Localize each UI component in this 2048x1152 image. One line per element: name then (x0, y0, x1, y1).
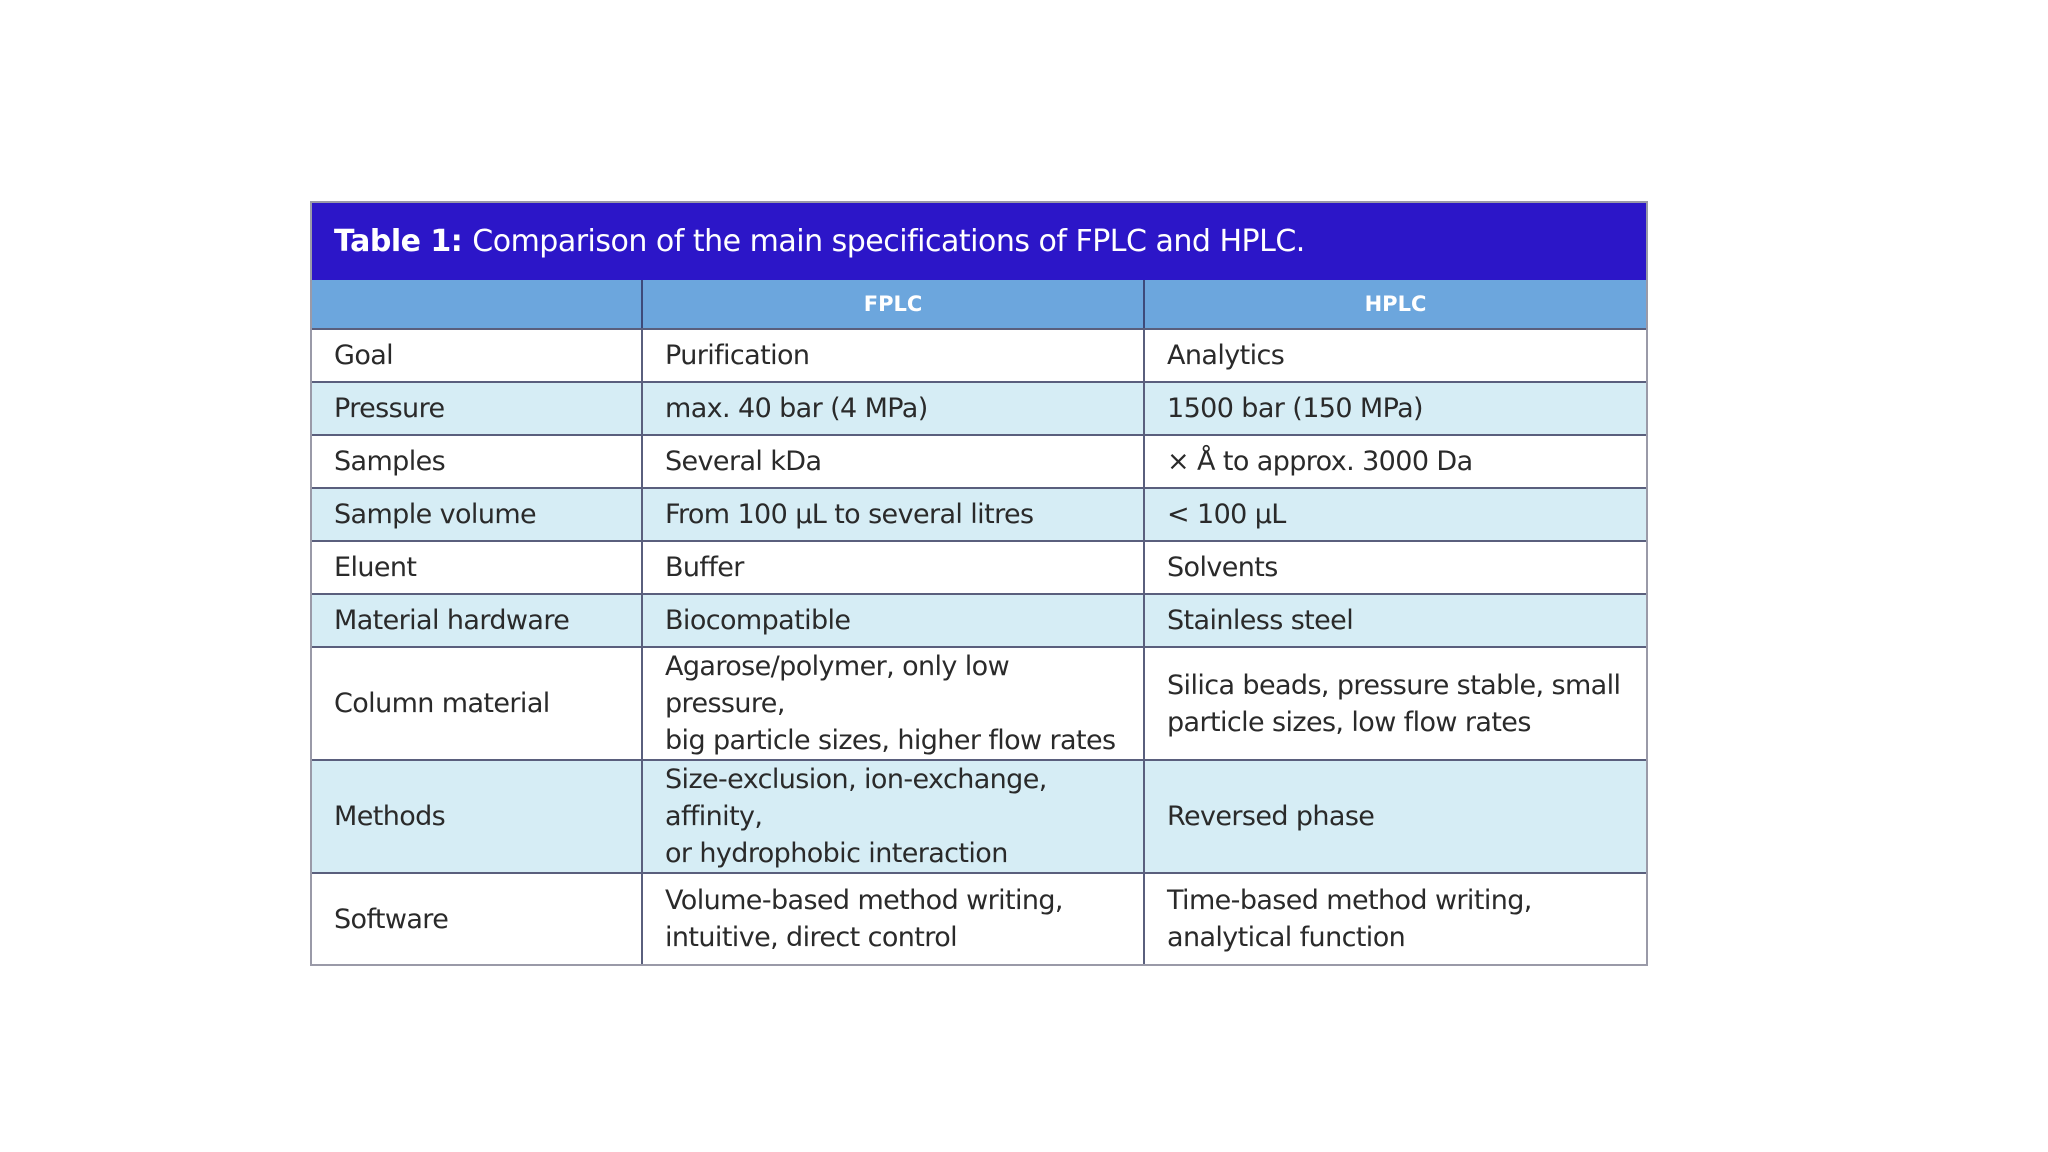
table-row (312, 541, 1646, 594)
row-label: Column material (312, 647, 642, 760)
header-cell-fplc: FPLC (642, 280, 1144, 329)
hplc-cell: Stainless steel (1144, 594, 1646, 647)
hplc-cell-line: analytical function (1167, 922, 1406, 953)
fplc-cell: Biocompatible (642, 594, 1144, 647)
row-label: Material hardware (312, 594, 642, 647)
comparison-table (312, 280, 1646, 964)
table-row (312, 488, 1646, 541)
fplc-cell (642, 873, 1144, 964)
hplc-cell: 1500 bar (150 MPa) (1144, 382, 1646, 435)
fplc-cell (642, 760, 1144, 873)
header-cell-blank (312, 280, 642, 329)
row-label: Eluent (312, 541, 642, 594)
hplc-cell-line: particle sizes, low flow rates (1167, 706, 1531, 738)
hplc-cell (1144, 873, 1646, 964)
row-label: Pressure (312, 382, 642, 435)
table-row (312, 760, 1646, 873)
table-row (312, 647, 1646, 760)
hplc-cell (1144, 647, 1646, 760)
fplc-cell: max. 40 bar (4 MPa) (642, 382, 1144, 435)
hplc-cell-line: Silica beads, pressure stable, small (1167, 669, 1621, 701)
table-row (312, 594, 1646, 647)
table-caption-text: Comparison of the main specifications of FPLC and HPLC. (472, 224, 1305, 259)
hplc-cell: < 100 µL (1144, 488, 1646, 541)
row-label: Sample volume (312, 488, 642, 541)
fplc-cell-line: big particle sizes, higher flow rates (665, 725, 1116, 756)
header-cell-hplc: HPLC (1144, 280, 1646, 329)
hplc-cell: Analytics (1144, 329, 1646, 382)
row-label: Samples (312, 435, 642, 488)
row-label: Methods (312, 760, 642, 873)
fplc-cell: From 100 µL to several litres (642, 488, 1144, 541)
fplc-cell-line: or hydrophobic interaction (665, 838, 1008, 869)
table-header-row (312, 280, 1646, 329)
fplc-cell: Purification (642, 329, 1144, 382)
comparison-table-figure (310, 201, 1648, 966)
hplc-cell: Reversed phase (1144, 760, 1646, 873)
table-row (312, 382, 1646, 435)
hplc-cell: × Å to approx. 3000 Da (1144, 435, 1646, 488)
fplc-cell: Several kDa (642, 435, 1144, 488)
fplc-cell-line: Agarose/polymer, only low pressure, (665, 651, 1010, 719)
hplc-cell: Solvents (1144, 541, 1646, 594)
row-label: Software (312, 873, 642, 964)
table-caption (312, 203, 1646, 280)
hplc-cell-line: Time-based method writing, (1167, 885, 1532, 916)
table-row (312, 435, 1646, 488)
fplc-cell-line: Volume-based method writing, (665, 885, 1063, 916)
fplc-cell-line: intuitive, direct control (665, 922, 958, 953)
fplc-cell-line: Size-exclusion, ion-exchange, affinity, (665, 764, 1047, 832)
table-caption-label: Table 1: (334, 224, 463, 259)
fplc-cell (642, 647, 1144, 760)
row-label: Goal (312, 329, 642, 382)
table-row (312, 873, 1646, 964)
fplc-cell: Buffer (642, 541, 1144, 594)
table-row (312, 329, 1646, 382)
